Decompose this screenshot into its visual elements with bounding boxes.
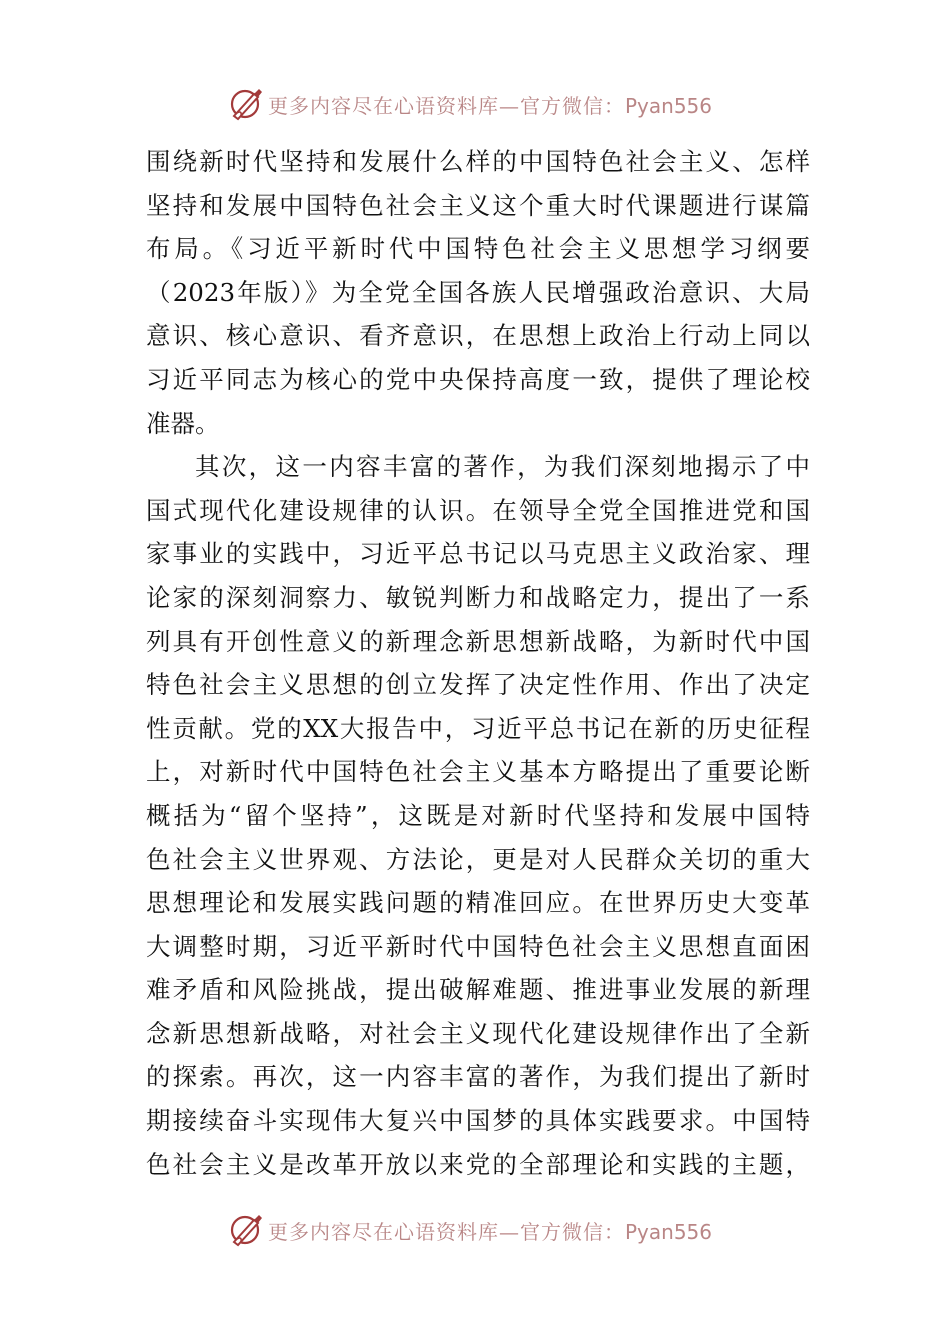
text-line: 大调整时期，习近平新时代中国特色社会主义思想直面困	[146, 931, 810, 961]
text-line: 准器。	[146, 408, 220, 438]
text-line: 色社会主义是改革开放以来党的全部理论和实践的主题，	[146, 1149, 810, 1179]
text-line: 上，对新时代中国特色社会主义基本方略提出了重要论断	[146, 757, 810, 787]
pen-nib-logo-icon	[228, 86, 264, 122]
footer-banner	[228, 1210, 748, 1250]
pen-nib-logo-icon	[228, 1212, 264, 1248]
footer-banner-label: 更多内容尽在心语资料库—官方微信：	[268, 1219, 625, 1244]
text-line: （2023年版）》为全党全国各族人民增强政治意识、大局	[146, 277, 810, 307]
text-line: 性贡献。党的XX大报告中，习近平总书记在新的历史征程	[146, 713, 810, 743]
text-line: 期接续奋斗实现伟大复兴中国梦的具体实践要求。中国特	[146, 1106, 810, 1136]
header-wechat-id: Pyan556	[625, 93, 713, 118]
text-line: 坚持和发展中国特色社会主义这个重大时代课题进行谋篇	[146, 190, 810, 220]
header-banner-label: 更多内容尽在心语资料库—官方微信：	[268, 93, 625, 118]
text-line: 难矛盾和风险挑战，提出破解难题、推进事业发展的新理	[146, 975, 810, 1005]
header-banner-text	[268, 90, 712, 119]
text-line: 概括为“留个坚持”，这既是对新时代坚持和发展中国特	[146, 800, 810, 830]
document-body	[146, 140, 810, 1186]
footer-wechat-id: Pyan556	[625, 1219, 713, 1244]
paragraph-start-line: 其次，这一内容丰富的著作，为我们深刻地揭示了中	[195, 452, 810, 482]
text-line: 列具有开创性意义的新理念新思想新战略，为新时代中国	[146, 626, 810, 656]
text-line: 论家的深刻洞察力、敏锐判断力和战略定力，提出了一系	[146, 582, 810, 612]
text-line: 家事业的实践中，习近平总书记以马克思主义政治家、理	[146, 539, 810, 569]
text-line: 色社会主义世界观、方法论，更是对人民群众关切的重大	[146, 844, 810, 874]
text-line: 布局。《习近平新时代中国特色社会主义思想学习纲要	[146, 234, 810, 264]
text-line: 国式现代化建设规律的认识。在领导全党全国推进党和国	[146, 495, 810, 525]
text-line: 念新思想新战略，对社会主义现代化建设规律作出了全新	[146, 1018, 810, 1048]
text-line: 思想理论和发展实践问题的精准回应。在世界历史大变革	[146, 888, 810, 918]
footer-banner-text	[268, 1216, 712, 1245]
text-line: 的探索。再次，这一内容丰富的著作，为我们提出了新时	[146, 1062, 810, 1092]
text-line: 习近平同志为核心的党中央保持高度一致，提供了理论校	[146, 364, 810, 394]
text-line: 特色社会主义思想的创立发挥了决定性作用、作出了决定	[146, 670, 810, 700]
header-banner	[228, 84, 748, 124]
text-line: 围绕新时代坚持和发展什么样的中国特色社会主义、怎样	[146, 147, 810, 176]
text-line: 意识、核心意识、看齐意识，在思想上政治上行动上同以	[146, 321, 810, 351]
